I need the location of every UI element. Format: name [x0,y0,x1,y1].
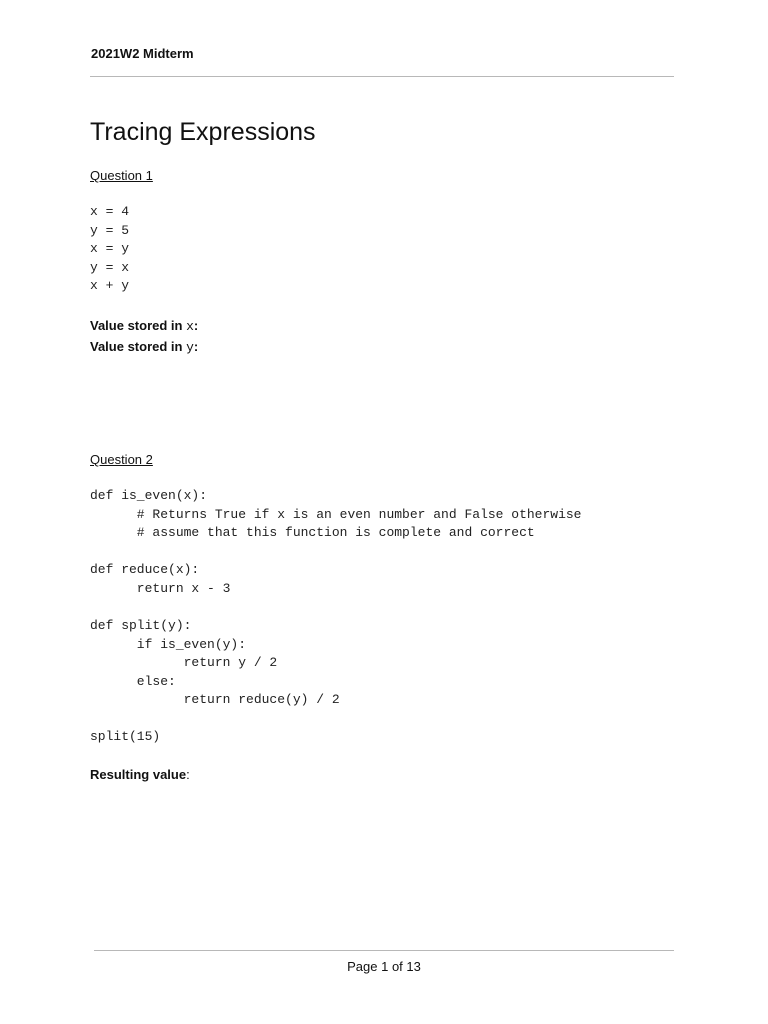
header-divider [90,76,674,77]
code-line: y = x [90,259,130,275]
question-2-code-reduce [90,561,230,598]
answer-y-label: Value stored in y: [90,339,199,355]
resulting-value-label: Resulting value: [90,767,190,782]
code-line: def is_even(x): [90,488,208,503]
question-1-heading: Question 1 [90,168,153,183]
answer-x-label: Value stored in x: [90,318,199,334]
page-number: Page 1 of 13 [347,959,421,974]
code-line: # Returns True if x is an even number and False otherwise [90,506,582,522]
var-x: x [186,319,194,334]
question-2-code-is-even [90,487,581,543]
code-line: else: [90,673,176,689]
code-line: return reduce(y) / 2 [90,692,340,707]
code-line: def reduce(x): [90,562,200,577]
code-line: if is_even(y): [90,636,247,652]
code-line: x + y [90,278,130,293]
code-line: split(15) [90,729,161,744]
page-header: 2021W2 Midterm [91,46,194,61]
code-line: x = y [90,241,130,256]
code-line: return x - 3 [90,580,231,596]
code-line: def split(y): [90,618,192,633]
code-line: return y / 2 [90,655,278,670]
question-2-code-call [90,728,160,747]
question-1-code [90,203,129,296]
var-y: y [186,340,194,355]
code-line: # assume that this function is complete and correct [90,525,535,540]
footer-divider [94,950,674,951]
section-title: Tracing Expressions [90,118,316,146]
code-line: y = 5 [90,222,130,238]
question-2-heading: Question 2 [90,452,153,467]
question-2-code-split [90,617,340,710]
code-line: x = 4 [90,204,130,219]
